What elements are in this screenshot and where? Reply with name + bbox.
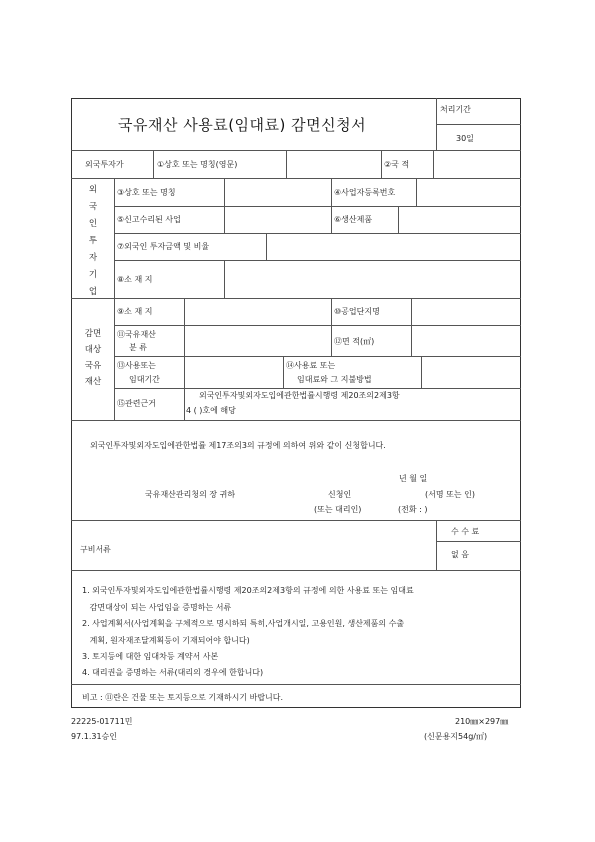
rule	[71, 520, 521, 521]
application-date: 년 월 일	[399, 474, 428, 483]
document-item: 4. 대리권을 증명하는 서류(대리의 경우에 한합니다)	[82, 668, 264, 677]
rule	[71, 178, 521, 179]
products-label: ⑥생산제품	[334, 215, 373, 224]
processing-period-value: 30일	[456, 134, 474, 143]
agent-label: (또는 대리인)	[314, 505, 362, 514]
legal-basis-text-2: 4 ( )호에 해당	[186, 406, 236, 415]
company-section-label	[86, 182, 100, 301]
section-char: 자	[88, 253, 98, 263]
rule	[433, 150, 434, 178]
section-line: 감면	[84, 329, 102, 339]
rule	[114, 233, 521, 234]
rule	[114, 388, 521, 389]
rule	[436, 541, 521, 542]
rule	[436, 124, 521, 125]
rule	[71, 570, 521, 571]
investor-section-label: 외국투자가	[85, 160, 124, 169]
rule	[114, 260, 521, 261]
section-char: 국	[88, 202, 98, 212]
fee-label: 수 수 료	[451, 527, 480, 536]
document-item: 1. 외국인투자및외자도입에관한법률시행령 제20조의2제3항의 규정에 의한 사용료 또는 임대료	[82, 586, 414, 595]
documents-label: 구비서류	[80, 545, 111, 554]
rule	[114, 206, 521, 207]
processing-period-label: 처리기간	[440, 105, 471, 114]
rule	[331, 298, 332, 356]
rule	[114, 178, 115, 420]
document-item: 2. 사업계획서(사업계획을 구체적으로 명시하되 특히,사업개시일, 고용인원, 생산제품의 수출	[82, 619, 405, 628]
approval-date: 97.1.31승인	[71, 732, 117, 741]
investor-name-label: ①상호 또는 명칭(영문)	[157, 160, 238, 169]
section-line: 재산	[84, 377, 102, 387]
lease-period-label-2: 임대기간	[129, 375, 160, 384]
rule	[184, 388, 185, 420]
rule	[71, 298, 521, 299]
note-text: 비고 : ⑪란은 건물 또는 토지등으로 기재하시기 바랍니다.	[82, 693, 284, 702]
rule	[71, 150, 521, 151]
paper-size: 210㎜×297㎜	[455, 717, 509, 726]
area-label: ⑫면 적(㎡)	[334, 337, 375, 346]
rule	[411, 298, 412, 356]
section-char: 인	[88, 219, 98, 229]
investment-amount-label: ⑦외국인 투자금액 및 비율	[117, 242, 210, 251]
application-statement: 외국인투자및외자도입에관한법률 제17조의3의 규정에 의하여 위와 같이 신청합니다.	[90, 441, 386, 450]
industrial-complex-label: ⑩공업단지명	[334, 307, 380, 316]
rent-label-2: 임대료와 그 지불방법	[297, 375, 372, 384]
applicant-label: 신청인	[328, 490, 352, 499]
paper-type: (신문용지54g/㎡)	[424, 732, 488, 741]
rule	[153, 150, 154, 178]
approved-business-label: ⑤신고수리된 사업	[117, 215, 181, 224]
property-section-label	[80, 326, 106, 390]
section-line: 국유	[84, 361, 102, 371]
property-class-label-2: 분 류	[129, 343, 147, 352]
section-char: 업	[88, 287, 98, 297]
fee-value: 없 음	[451, 550, 469, 559]
investor-nationality-label: ②국 적	[384, 160, 410, 169]
rule	[416, 178, 417, 206]
lease-period-label: ⑬사용또는	[117, 361, 156, 370]
document-item: 3. 토지등에 대한 임대차등 계약서 사본	[82, 652, 219, 661]
signature-label: (서명 또는 인)	[425, 490, 475, 499]
rule	[114, 325, 521, 326]
rule	[224, 260, 225, 298]
section-char: 외	[88, 185, 98, 195]
rule	[266, 233, 267, 260]
rule	[436, 520, 437, 570]
rule	[381, 150, 382, 178]
business-registration-label: ④사업자등록번호	[334, 188, 396, 197]
form-code: 22225-01711민	[71, 717, 133, 726]
section-char: 기	[88, 270, 98, 280]
rule	[436, 98, 437, 150]
rule	[286, 150, 287, 178]
rule	[114, 356, 521, 357]
phone-label: (전화 : )	[398, 505, 428, 514]
rent-label: ⑭사용료 또는	[286, 361, 336, 370]
rule	[283, 356, 284, 388]
rule	[71, 420, 521, 421]
rule	[331, 178, 332, 233]
rule	[71, 684, 521, 685]
legal-basis-text: 외국인투자및외자도입에관한법률시행령 제20조의2제3항	[199, 391, 400, 400]
company-name-label: ③상호 또는 명칭	[117, 188, 176, 197]
section-char: 투	[88, 236, 98, 246]
document-item: 감면대상이 되는 사업임을 증명하는 서류	[82, 603, 232, 612]
rule	[398, 206, 399, 233]
rule	[184, 298, 185, 388]
document-item: 계획, 원자재조달계획등이 기재되어야 합니다)	[82, 636, 250, 645]
rule	[224, 178, 225, 233]
recipient-label: 국유재산관리청의 장 귀하	[145, 490, 236, 499]
company-location-label: ⑧소 재 지	[117, 275, 153, 284]
rule	[421, 356, 422, 388]
legal-basis-label: ⑮관련근거	[117, 399, 156, 408]
section-line: 대상	[84, 345, 102, 355]
form-title: 국유재산 사용료(임대료) 감면신청서	[118, 116, 367, 134]
property-class-label: ⑪국유재산	[117, 330, 156, 339]
property-location-label: ⑨소 재 지	[117, 307, 153, 316]
